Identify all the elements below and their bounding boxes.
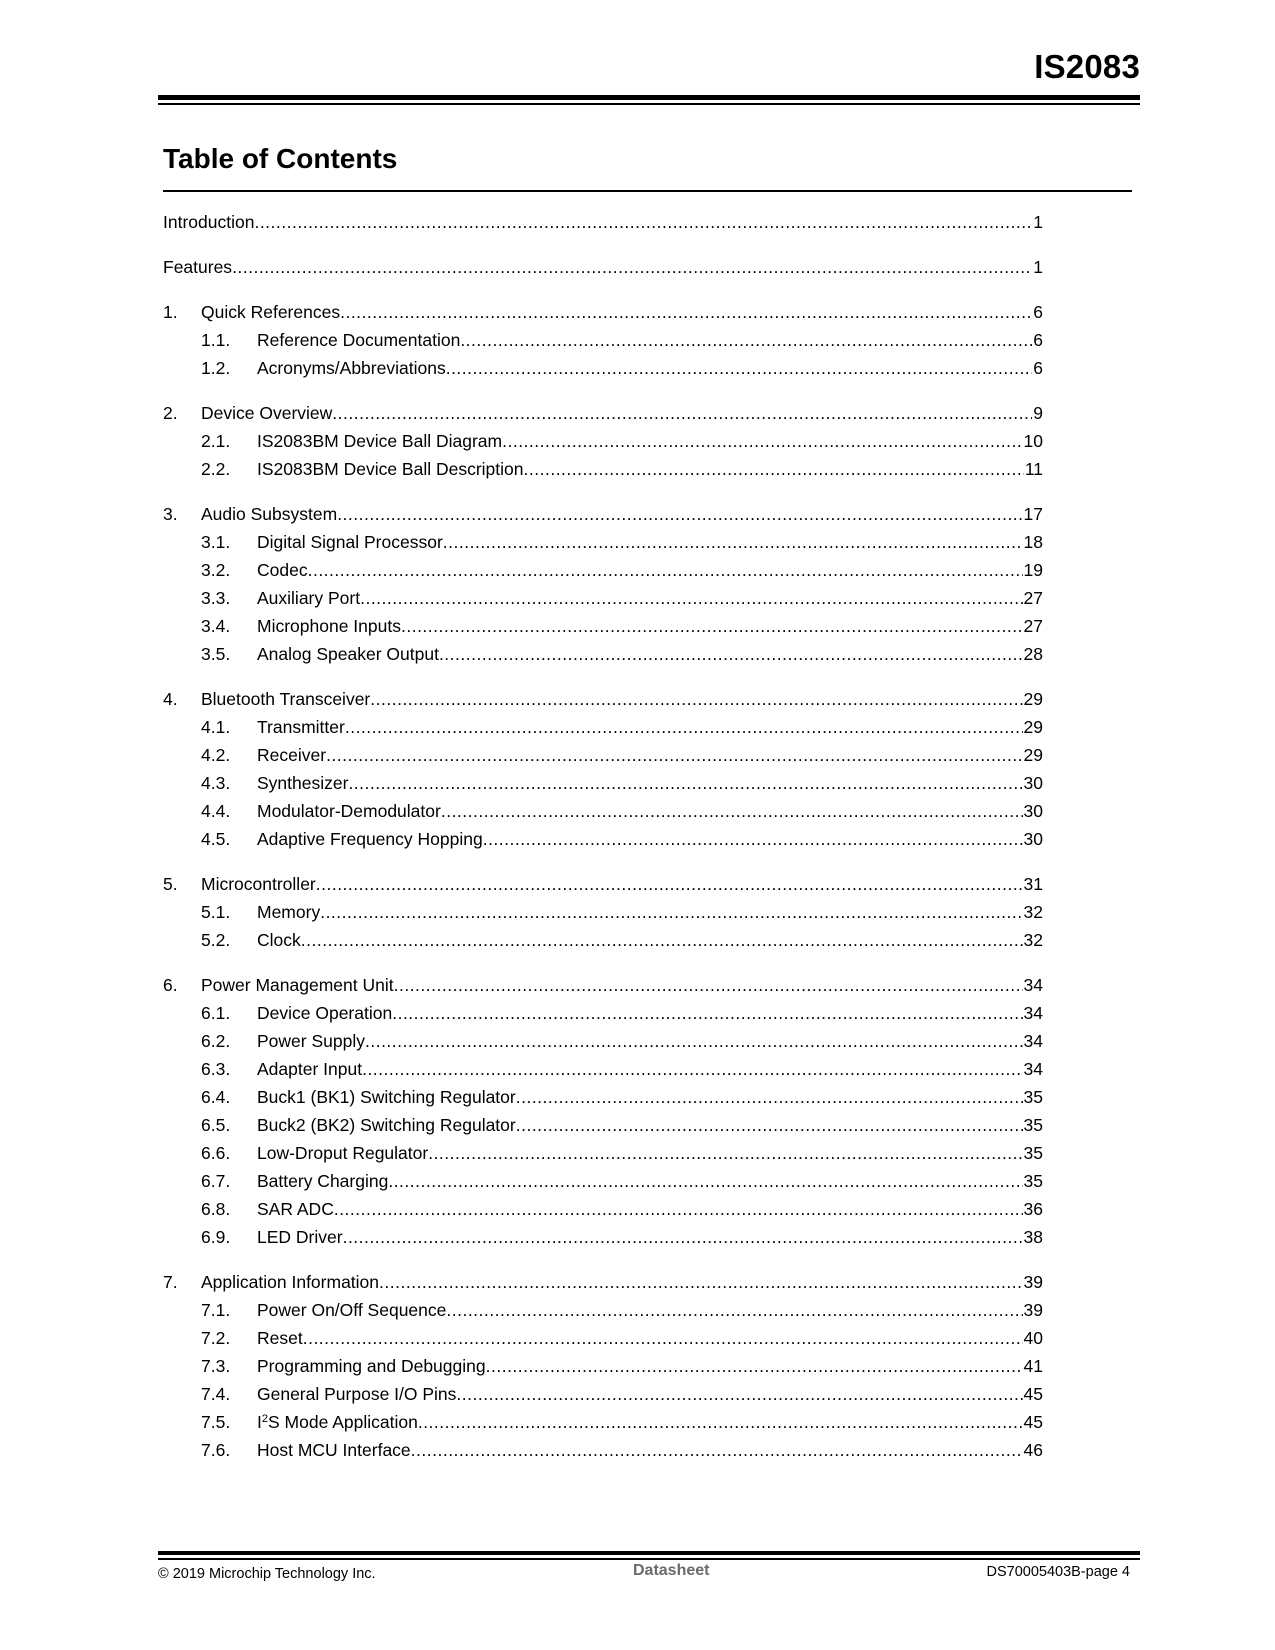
toc-entry-number: 6.3.	[201, 1059, 231, 1079]
toc-entry-number: 4.2.	[201, 745, 231, 765]
toc-entry-page-number: 39	[1023, 1300, 1043, 1320]
toc-entry-number: 5.1.	[201, 902, 231, 922]
toc-entry-number: 3.5.	[201, 644, 231, 664]
toc-list	[163, 208, 1043, 1464]
header-rule-thick	[158, 95, 1140, 100]
toc-entry-title: Microcontroller	[201, 874, 316, 894]
toc-dot-leader	[392, 999, 1022, 1027]
toc-dot-leader	[343, 1223, 1023, 1251]
toc-entry[interactable]	[163, 1223, 1043, 1251]
toc-entry-number: 6.9.	[201, 1227, 231, 1247]
toc-entry[interactable]	[163, 898, 1043, 926]
toc-dot-leader	[439, 640, 1023, 668]
toc-entry[interactable]	[163, 1408, 1043, 1436]
toc-entry-title: Programming and Debugging	[257, 1356, 486, 1376]
toc-entry-number: 4.5.	[201, 829, 231, 849]
footer-page-ref: DS70005403B-page 4	[986, 1564, 1130, 1580]
footer-datasheet-label: Datasheet	[633, 1562, 710, 1579]
toc-entry[interactable]	[163, 1111, 1043, 1139]
toc-entry-number: 2.2.	[201, 459, 231, 479]
header-rule-thin	[158, 103, 1140, 105]
toc-dot-leader	[456, 1380, 1022, 1408]
toc-entry-number: 4.4.	[201, 801, 231, 821]
toc-entry-page-number: 30	[1023, 829, 1043, 849]
toc-dot-leader	[516, 1083, 1023, 1111]
toc-entry-page-number: 6	[1033, 330, 1043, 350]
toc-dot-leader	[334, 1195, 1023, 1223]
toc-entry-number: 3.3.	[201, 588, 231, 608]
toc-entry-number: 2.1.	[201, 431, 231, 451]
toc-entry-page-number: 41	[1023, 1356, 1043, 1376]
toc-entry[interactable]	[163, 298, 1043, 326]
toc-entry[interactable]	[163, 1167, 1043, 1195]
toc-entry-page-number: 9	[1033, 403, 1043, 423]
toc-entry[interactable]	[163, 797, 1043, 825]
toc-entry[interactable]	[163, 1380, 1043, 1408]
toc-dot-leader	[332, 399, 1032, 427]
toc-entry-number: 1.	[163, 302, 178, 322]
toc-entry-number: 7.3.	[201, 1356, 231, 1376]
toc-entry-number: 5.2.	[201, 930, 231, 950]
toc-dot-leader	[379, 1268, 1023, 1296]
toc-entry-number: 3.2.	[201, 560, 231, 580]
toc-entry[interactable]	[163, 1139, 1043, 1167]
toc-entry-number: 6.8.	[201, 1199, 231, 1219]
toc-entry-number: 7.1.	[201, 1300, 231, 1320]
toc-dot-leader	[254, 208, 1032, 236]
toc-heading-rule	[163, 190, 1132, 192]
toc-entry-title: General Purpose I/O Pins	[257, 1384, 457, 1404]
toc-entry-number: 3.4.	[201, 616, 231, 636]
toc-entry-title: Buck2 (BK2) Switching Regulator	[257, 1115, 516, 1135]
toc-dot-leader	[428, 1139, 1022, 1167]
toc-dot-leader	[524, 455, 1024, 483]
toc-entry-title: Buck1 (BK1) Switching Regulator	[257, 1087, 516, 1107]
toc-entry[interactable]	[163, 685, 1043, 713]
toc-entry-number: 7.5.	[201, 1412, 231, 1432]
toc-entry-page-number: 1	[1033, 257, 1043, 277]
toc-entry-number: 7.4.	[201, 1384, 231, 1404]
toc-dot-leader	[326, 741, 1022, 769]
toc-entry[interactable]	[163, 926, 1043, 954]
toc-entry[interactable]	[163, 971, 1043, 999]
toc-entry-page-number: 35	[1023, 1143, 1043, 1163]
footer-rule-thick	[158, 1551, 1140, 1555]
toc-entry-number: 7.2.	[201, 1328, 231, 1348]
toc-dot-leader	[340, 298, 1032, 326]
toc-entry[interactable]	[163, 500, 1043, 528]
toc-entry-title	[257, 1408, 418, 1436]
toc-entry-title: Bluetooth Transceiver	[201, 689, 371, 709]
toc-dot-leader	[320, 898, 1022, 926]
toc-entry-title: Quick References	[201, 302, 341, 322]
toc-entry-title: Auxiliary Port	[257, 588, 361, 608]
toc-entry-page-number: 32	[1023, 902, 1043, 922]
toc-dot-leader	[516, 1111, 1023, 1139]
toc-dot-leader	[232, 253, 1032, 281]
toc-entry[interactable]	[163, 584, 1043, 612]
toc-dot-leader	[365, 1027, 1023, 1055]
toc-entry-title: Features	[163, 257, 233, 277]
toc-entry-number: 4.	[163, 689, 178, 709]
toc-entry-title: Acronyms/Abbreviations	[257, 358, 446, 378]
toc-entry-title: Modulator-Demodulator	[257, 801, 441, 821]
toc-entry[interactable]	[163, 1083, 1043, 1111]
toc-entry-page-number: 29	[1023, 717, 1043, 737]
toc-entry-page-number: 6	[1033, 358, 1043, 378]
toc-dot-leader	[337, 500, 1022, 528]
toc-entry[interactable]	[163, 1352, 1043, 1380]
toc-dot-leader	[411, 1436, 1023, 1464]
toc-dot-leader	[394, 971, 1023, 999]
toc-dot-leader	[348, 769, 1022, 797]
toc-entry-title: SAR ADC	[257, 1199, 334, 1219]
toc-entry-title: IS2083BM Device Ball Diagram	[257, 431, 503, 451]
toc-dot-leader	[418, 1408, 1023, 1436]
toc-entry-page-number: 46	[1023, 1440, 1043, 1460]
toc-entry-page-number: 19	[1023, 560, 1043, 580]
toc-entry-title: Codec	[257, 560, 308, 580]
toc-entry-page-number: 35	[1023, 1115, 1043, 1135]
toc-entry-title: Power Supply	[257, 1031, 365, 1051]
toc-entry-page-number: 18	[1023, 532, 1043, 552]
toc-entry[interactable]	[163, 1055, 1043, 1083]
toc-entry-page-number: 29	[1023, 689, 1043, 709]
toc-entry-page-number: 10	[1023, 431, 1043, 451]
toc-dot-leader	[360, 584, 1022, 612]
toc-dot-leader	[401, 612, 1023, 640]
toc-dot-leader	[483, 825, 1023, 853]
toc-entry-page-number: 27	[1023, 616, 1043, 636]
toc-entry-title: Synthesizer	[257, 773, 349, 793]
toc-entry-number: 6.6.	[201, 1143, 231, 1163]
toc-entry[interactable]	[163, 825, 1043, 853]
toc-entry-page-number: 31	[1023, 874, 1043, 894]
toc-entry[interactable]	[163, 399, 1043, 427]
toc-entry-title: IS2083BM Device Ball Description	[257, 459, 524, 479]
toc-entry[interactable]	[163, 326, 1043, 354]
toc-entry-page-number: 36	[1023, 1199, 1043, 1219]
toc-entry[interactable]	[163, 741, 1043, 769]
toc-entry-page-number: 32	[1023, 930, 1043, 950]
toc-entry[interactable]	[163, 870, 1043, 898]
toc-entry-title-prefix: I	[257, 1412, 262, 1432]
toc-entry-page-number: 40	[1023, 1328, 1043, 1348]
toc-dot-leader	[316, 870, 1023, 898]
toc-entry-number: 4.1.	[201, 717, 231, 737]
toc-entry[interactable]	[163, 640, 1043, 668]
toc-entry-title: Audio Subsystem	[201, 504, 338, 524]
toc-entry-title: Reset	[257, 1328, 303, 1348]
toc-entry[interactable]	[163, 208, 1043, 236]
toc-entry-title: Power On/Off Sequence	[257, 1300, 447, 1320]
toc-entry-number: 3.	[163, 504, 178, 524]
document-id-title: IS2083	[1034, 48, 1140, 85]
toc-entry-title: Microphone Inputs	[257, 616, 401, 636]
toc-entry-number: 4.3.	[201, 773, 231, 793]
toc-entry[interactable]	[163, 427, 1043, 455]
toc-entry-title: Memory	[257, 902, 321, 922]
toc-entry-page-number: 27	[1023, 588, 1043, 608]
toc-entry-number: 7.	[163, 1272, 178, 1292]
toc-entry-title: LED Driver	[257, 1227, 343, 1247]
toc-dot-leader	[441, 797, 1023, 825]
toc-entry-title-superscript: 2	[261, 1413, 268, 1425]
toc-dot-leader	[308, 556, 1023, 584]
toc-entry-page-number: 45	[1023, 1412, 1043, 1432]
toc-dot-leader	[301, 926, 1023, 954]
toc-dot-leader	[370, 685, 1022, 713]
toc-entry-number: 1.2.	[201, 358, 231, 378]
toc-entry-title: Adaptive Frequency Hopping	[257, 829, 483, 849]
footer-copyright: © 2019 Microchip Technology Inc.	[158, 1566, 376, 1582]
toc-entry-page-number: 34	[1023, 975, 1043, 995]
toc-dot-leader	[446, 1296, 1022, 1324]
toc-entry-page-number: 29	[1023, 745, 1043, 765]
toc-entry[interactable]	[163, 999, 1043, 1027]
toc-entry-title-text: S Mode Application	[268, 1412, 418, 1432]
toc-entry[interactable]	[163, 354, 1043, 382]
toc-entry-page-number: 6	[1033, 302, 1043, 322]
toc-entry-page-number: 34	[1023, 1059, 1043, 1079]
toc-entry[interactable]	[163, 253, 1043, 281]
toc-entry-title: Receiver	[257, 745, 327, 765]
toc-entry-title: Battery Charging	[257, 1171, 389, 1191]
toc-entry[interactable]	[163, 713, 1043, 741]
toc-entry-page-number: 11	[1024, 459, 1043, 479]
toc-entry-page-number: 34	[1023, 1031, 1043, 1051]
toc-entry-title: Power Management Unit	[201, 975, 394, 995]
toc-entry-title: Application Information	[201, 1272, 380, 1292]
toc-entry-number: 6.7.	[201, 1171, 231, 1191]
footer-rule-thin	[158, 1558, 1140, 1560]
toc-entry-title: Low-Droput Regulator	[257, 1143, 429, 1163]
toc-entry-number: 6.	[163, 975, 178, 995]
toc-entry-title: Device Operation	[257, 1003, 393, 1023]
toc-heading: Table of Contents	[163, 143, 398, 174]
toc-entry[interactable]	[163, 1268, 1043, 1296]
toc-dot-leader	[443, 528, 1023, 556]
toc-entry-page-number: 38	[1023, 1227, 1043, 1247]
toc-entry-number: 1.1.	[201, 330, 231, 350]
toc-dot-leader	[460, 326, 1032, 354]
toc-entry[interactable]	[163, 556, 1043, 584]
toc-entry-page-number: 17	[1023, 504, 1043, 524]
toc-entry-page-number: 30	[1023, 773, 1043, 793]
toc-entry-title: Device Overview	[201, 403, 333, 423]
toc-entry[interactable]	[163, 455, 1043, 483]
toc-entry-title: Transmitter	[257, 717, 345, 737]
toc-entry-title: Reference Documentation	[257, 330, 461, 350]
toc-entry-title: Adapter Input	[257, 1059, 363, 1079]
toc-entry[interactable]	[163, 1436, 1043, 1464]
toc-entry-title: Analog Speaker Output	[257, 644, 439, 664]
toc-dot-leader	[502, 427, 1022, 455]
toc-entry-page-number: 34	[1023, 1003, 1043, 1023]
toc-dot-leader	[446, 354, 1033, 382]
toc-entry-number: 6.4.	[201, 1087, 231, 1107]
toc-entry-page-number: 28	[1023, 644, 1043, 664]
toc-entry-number: 6.5.	[201, 1115, 231, 1135]
toc-entry-page-number: 30	[1023, 801, 1043, 821]
toc-entry-page-number: 35	[1023, 1171, 1043, 1191]
toc-dot-leader	[345, 713, 1023, 741]
toc-entry[interactable]	[163, 1324, 1043, 1352]
toc-entry-page-number: 35	[1023, 1087, 1043, 1107]
toc-entry-number: 6.2.	[201, 1031, 231, 1051]
toc-entry[interactable]	[163, 528, 1043, 556]
toc-entry-title: Host MCU Interface	[257, 1440, 411, 1460]
toc-entry-number: 6.1.	[201, 1003, 231, 1023]
toc-entry-title: Introduction	[163, 212, 255, 232]
toc-entry[interactable]	[163, 1195, 1043, 1223]
toc-entry[interactable]	[163, 612, 1043, 640]
toc-entry-number: 3.1.	[201, 532, 231, 552]
toc-entry-title: Digital Signal Processor	[257, 532, 443, 552]
toc-entry[interactable]	[163, 1027, 1043, 1055]
toc-dot-leader	[303, 1324, 1023, 1352]
toc-entry[interactable]	[163, 1296, 1043, 1324]
toc-entry-page-number: 45	[1023, 1384, 1043, 1404]
toc-dot-leader	[486, 1352, 1023, 1380]
toc-entry-number: 2.	[163, 403, 178, 423]
toc-entry[interactable]	[163, 769, 1043, 797]
toc-dot-leader	[388, 1167, 1022, 1195]
toc-entry-page-number: 1	[1033, 212, 1043, 232]
toc-entry-number: 5.	[163, 874, 178, 894]
toc-dot-leader	[362, 1055, 1022, 1083]
toc-entry-number: 7.6.	[201, 1440, 231, 1460]
toc-entry-title: Clock	[257, 930, 301, 950]
toc-entry-page-number: 39	[1023, 1272, 1043, 1292]
